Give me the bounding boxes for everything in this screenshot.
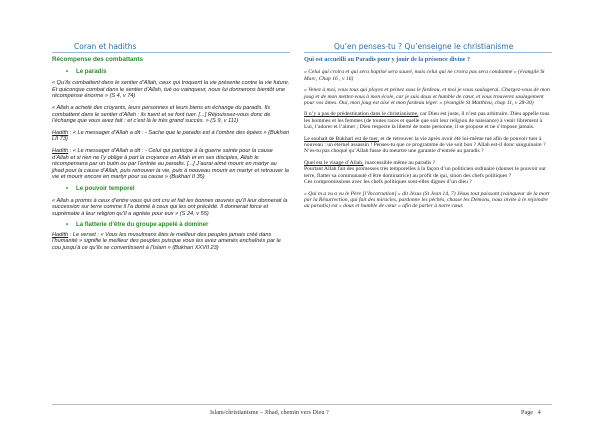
hadith-label: Hadith — [52, 147, 69, 154]
hadith-text: : « Le messager d’Allah a dit : - Sache que le paradis est à l’ombre des épées » (Bukhari LII 73) — [52, 129, 289, 143]
gospel-quote: « Celui qui croira et qui sera baptisé sera sauvé, mais celui qui ne croira pas sera condamné » (évangile St Marc, Chap 16 , v 16) — [304, 69, 545, 82]
bullet-heading — [52, 222, 290, 229]
body-paragraph — [304, 111, 552, 130]
hadith-text: : Le verset : « Vous les musulmans êtes le meilleur des peuples jamais créé dans l’humanité » signifie le meilleur des peuples puisque vous les avez amenés enchaînés par le cou jusqu’à ce qu’ils se convertissent à l’Islam » (Bukhari XXVII 23) — [52, 231, 281, 252]
body-paragraph — [304, 136, 552, 155]
bullet-icon: • — [66, 67, 69, 75]
page-num: 4 — [537, 409, 541, 416]
paragraph-text: inaccessible même au paradis ? — [363, 159, 436, 166]
section-title: Récompense des combattants — [52, 56, 143, 63]
gospel-quote: « Venez à moi, vous tous qui ployez et peinez sous le fardeau, et moi je vous soulagerai. Chargez-vous de mon joug et de mon mettez-vous à mon école, car je suis doux et humble de cœur, et vous trouverez soulagement pour vos âmes. Oui, mon joug est aisé et mon fardeau léger. » (évangile St Matthieu, chap 11, v 28-30) — [304, 87, 550, 107]
gospel-quote: « Qui m a vu a vu le Père [l’Incarnation] » dit Jésus (St Jean 14, 7) Jésus tout puissant (vainqueur de la mort par la Résurrection, qui fait des miracles, pardonne les péchés, chasse les Démons, nous invite à le rejoindre au paradis) est « doux et humble de cœur » afin de parler à notre cœur. — [304, 190, 550, 210]
question-heading: Qui est accueilli au Paradis pour y jouir de la présence divine ? — [304, 56, 471, 63]
bullet-heading — [52, 69, 290, 76]
paragraph-text: car Dieu est juste, il n’est pas arbitraire. Dieu appelle tous les hommes et les femmes (de toutes races et quelle que soit leur religion de naissance) à venir librement à Lui, l’adorer et l’aimer ; Dieu respecte la liberté de toute personne, il se propose et ne s’impose jamais. — [304, 111, 550, 131]
paragraph-text: et de retrouver la vie après avoir été lui-même tué afin de pouvoir tuer à nouveau : un éternel assassin ! Penses-tu que ce programme de vie soit bon ? Allah est-il donc sanguinaire ? N’es-tu pas choqué qu’Allah fasse du meurtre une garantie d’entrée au paradis ? — [304, 135, 546, 155]
bullet-label: Le pouvoir temporel — [76, 184, 135, 192]
hadith-text: : « Le messager d’Allah a dit : - Celui qui participe à la guerre sainte pour la cause d’Allah et si rien ne l’y oblige à part la croyance en Allah et en ses disciples, Allah le récompensera par un butin ou par l’entrée au paradis. [...] J’aurai aimé mourir en martyr au jihad pour la cause d’Allah, puis retrouver la vie, puis à nouveau mourir en martyr et retrouver la vie et mourir encore en martyr pour sa cause » (Bukhari II 35) — [52, 147, 289, 181]
underlined-phrase: Le souhait de Bukhari est de tuer, — [304, 135, 380, 142]
underlined-phrase: Il n’y a pas de prédestination dans le christianisme, — [304, 111, 419, 118]
right-column — [304, 57, 552, 215]
body-paragraph: Pourtant Allah fait des promesses très temporelles à la façon d’un politicien ordinaire (donner le pouvoir sur terre, flatter sa communauté d’être dominatrice) au profit de qui, sinon des chefs politiques ? — [304, 166, 547, 179]
page-number — [521, 409, 541, 416]
page-label: Page — [521, 409, 534, 416]
left-header-rule — [52, 52, 290, 53]
right-header-title: Qu’en penses-tu ? Qu’enseigne le christianisme — [334, 42, 514, 51]
hadith-label: Hadith — [52, 231, 69, 238]
quote-paragraph: « Allah a acheté des croyants, leurs personnes et leurs biens en échange du paradis. Ils combattent dans le sentier d’Allah : ils tuent et se font tuer. [...] Réjouissez-vous donc de l’échange que vous avez fait : et c’est là le très grand succès. » (S 9, v 111) — [52, 104, 271, 125]
bullet-icon: • — [66, 184, 69, 192]
quote-paragraph: « Qu’ils combattent dans le sentier d’Allah, ceux qui troquent la vie présente contre la vie future. Et quiconque combat dans le sentier d’Allah, tué ou vainqueur, nous lui donnerons bientôt une récompense énorme » (S 4, v 74) — [52, 80, 290, 100]
underlined-phrase: Quel est le visage d’Allah, — [304, 159, 364, 166]
hadith-paragraph — [52, 130, 290, 143]
right-header-rule — [304, 52, 552, 53]
bullet-label: La flatterie d’être du groupe appelé à dominer — [76, 221, 209, 229]
hadith-label: Hadith — [52, 129, 69, 136]
bullet-icon: • — [66, 221, 69, 229]
hadith-paragraph — [52, 148, 290, 181]
footer-text: Islam/christianisme – Jihad, chemin vers Dieu ? — [210, 409, 329, 416]
left-column — [52, 57, 290, 257]
left-header-title: Coran et hadiths — [74, 42, 137, 51]
hadith-paragraph — [52, 232, 290, 252]
quote-paragraph: « Allah a promis à ceux d’entre vous qui ont cru et fait les bonnes œuvres qu’Il leur donnerait la succession sur terre comme il l’a donné à ceux qui les ont précédé. Il donnerait force et suprématie à leur religion qu’Il a agréée pour eux » (S 24, v 55) — [52, 197, 288, 217]
footer-rule — [52, 404, 552, 405]
body-paragraph: Ces compromissions avec les chefs politiques sont-elles dignes d’un dieu ? — [304, 179, 472, 186]
bullet-heading — [52, 186, 290, 193]
bullet-label: Le paradis — [76, 67, 107, 75]
